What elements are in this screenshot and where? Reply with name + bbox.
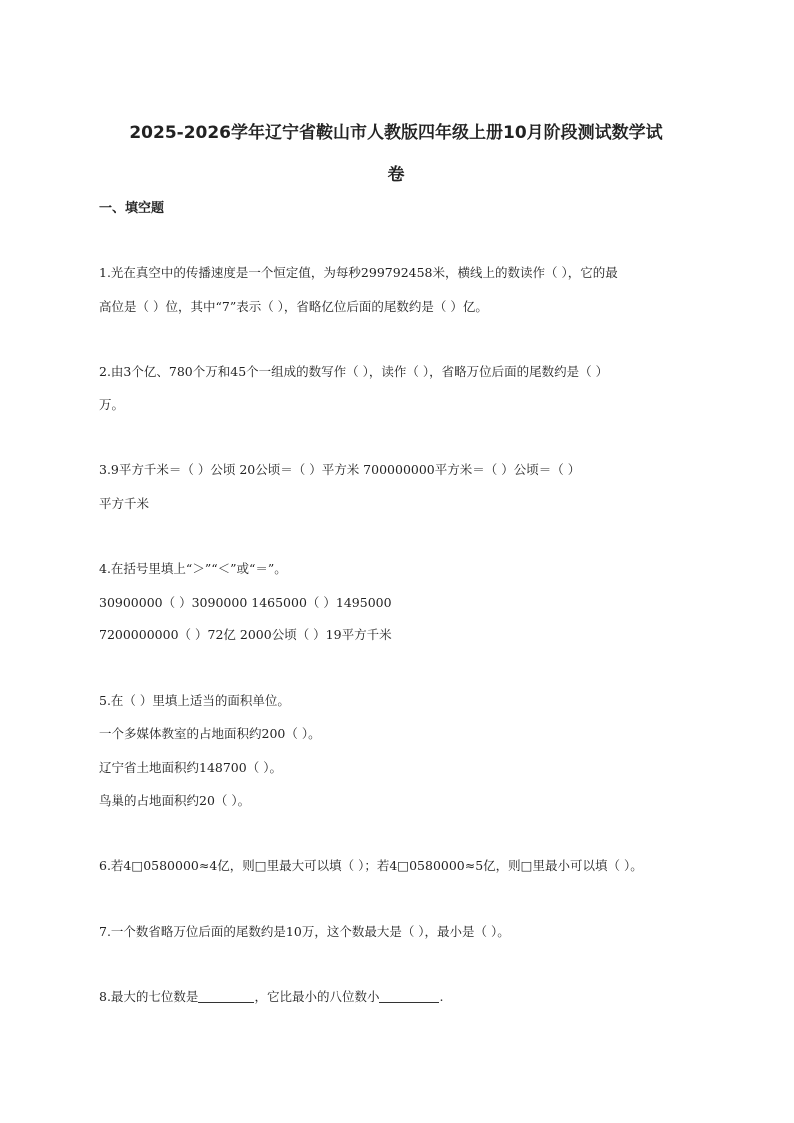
question-4-line-1: 4.在括号里填上“＞”“＜”或“＝”。 [99,561,287,576]
question-1-line-1: 1.光在真空中的传播速度是一个恒定值，为每秒299792458米，横线上的数读作（ ），它的最 [99,265,618,280]
question-4-line-2: 30900000（ ）3090000 1465000（ ）1495000 [99,595,392,610]
question-8-text-part-2: ，它比最小的八位数小 [254,989,380,1004]
question-8-text-part-3: . [439,989,444,1004]
exam-title-line-2: 卷 [387,165,405,185]
answer-blank-2 [379,990,439,1003]
question-3-line-2: 平方千米 [99,496,150,511]
question-5-line-2: 一个多媒体教室的占地面积约200（ ）。 [99,726,321,741]
answer-blank-1 [198,990,254,1003]
question-5-line-1: 5.在（ ）里填上适当的面积单位。 [99,693,290,708]
question-8-text-part-1: 8.最大的七位数是 [99,989,199,1004]
question-2-line-2: 万。 [99,397,125,412]
question-2-line-1: 2.由3个亿、780个万和45个一组成的数写作（ ），读作（ ），省略万位后面的尾数约是（ ） [99,364,609,379]
question-3-line-1: 3.9平方千米＝（ ）公顷 20公顷＝（ ）平方米 700000000平方米＝（ ）公顷＝（ ） [99,462,581,477]
question-4-line-3: 7200000000（ ）72亿 2000公顷（ ）19平方千米 [99,627,392,642]
question-7-line-1: 7.一个数省略万位后面的尾数约是10万，这个数最大是（ ），最小是（ ）。 [99,924,510,939]
question-6-line-1: 6.若4□0580000≈4亿，则□里最大可以填（ ）；若4□0580000≈5亿，则□里最小可以填（ ）。 [99,858,643,873]
question-5-line-4: 鸟巢的占地面积约20（ ）。 [99,793,251,808]
question-5-line-3: 辽宁省土地面积约148700（ ）。 [99,760,282,775]
question-8-line-1 [99,987,443,1005]
exam-title-line-1: 2025-2026学年辽宁省鞍山市人教版四年级上册10月阶段测试数学试 [129,123,663,143]
question-1-line-2: 高位是（ ）位，其中“7”表示（ ），省略亿位后面的尾数约是（ ）亿。 [99,299,488,314]
section-heading-fill-in: 一、填空题 [99,201,165,216]
